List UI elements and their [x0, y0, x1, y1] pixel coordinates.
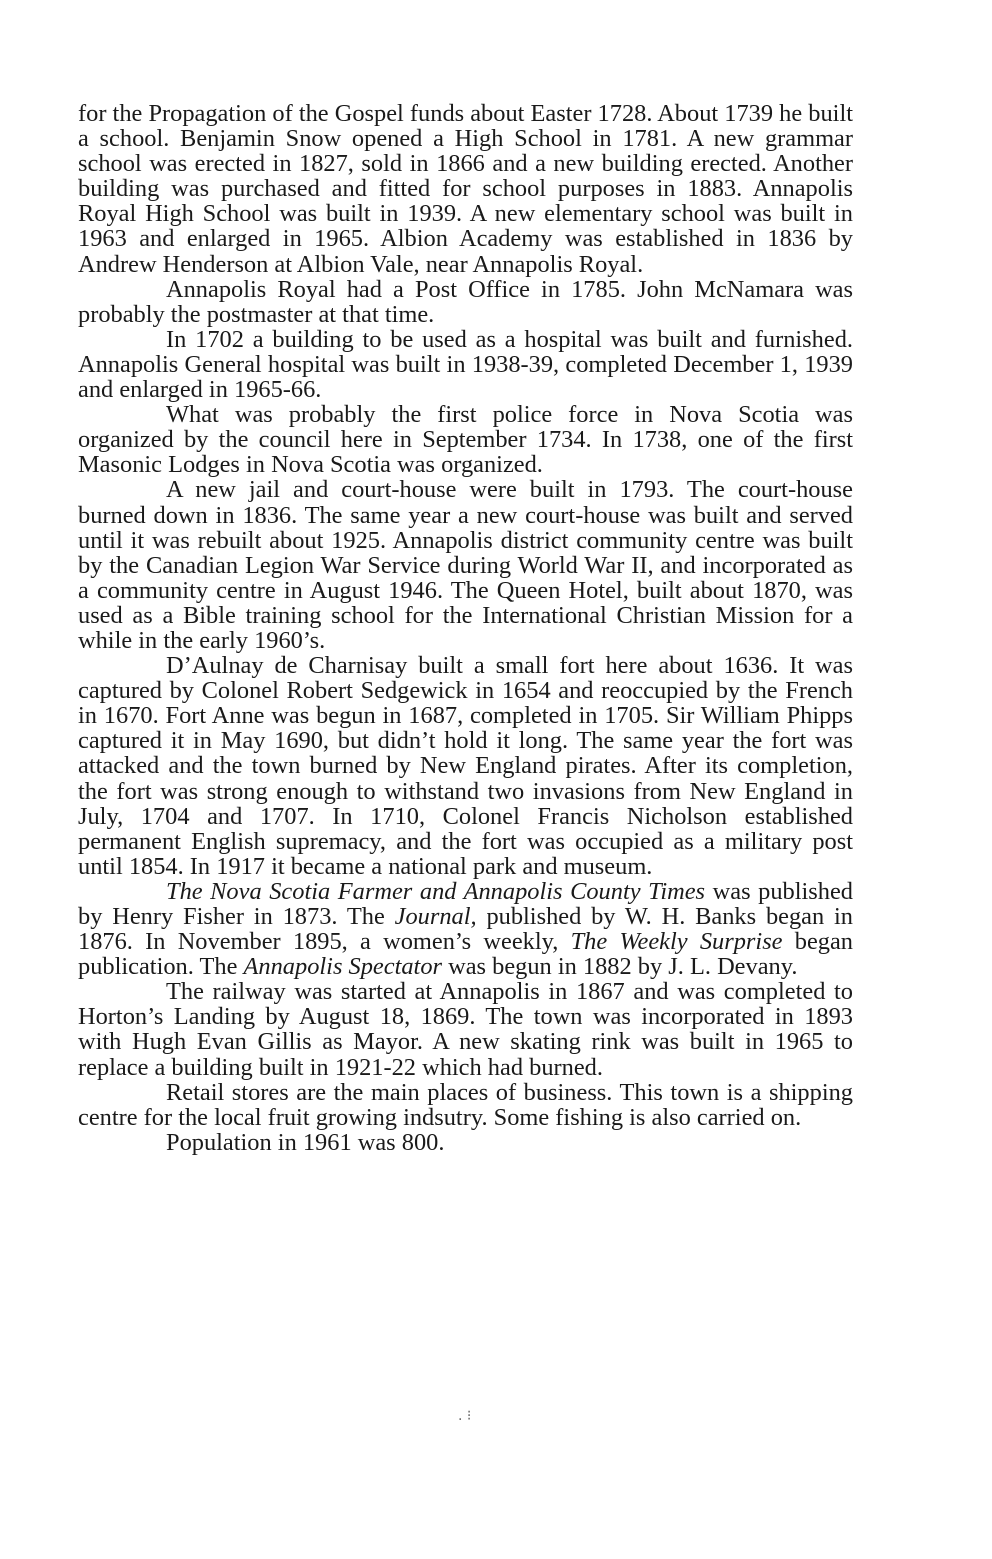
paragraph-schools — [78, 101, 853, 277]
paragraph-newspapers — [78, 879, 853, 979]
text-run: A new jail and court-house were built in 1793. The court-house burned down in 1836. The same year a new court-house was built and served until it was rebuilt about 1925. Annapolis district community centre was built by the Canadian Legion War Service during World War II, and incorporated as a community centre in August 1946. The Queen Hotel, built about 1870, was used as a Bible training school for the International Christian Mission for a while in the early 1960’s. — [78, 476, 853, 654]
text-run: was published by Henry Fisher in 1873. The — [78, 877, 853, 930]
text-run: began publication. The — [78, 928, 854, 981]
italic-title: Journal, — [394, 903, 477, 930]
text-run: for the Propagation of the Gospel funds about Easter 1728. About 1739 he built a school. Benjamin Snow opened a High School in 1781. A new grammar school was erected in 1827, sold in 1866 and a new building erected. Another building was purchased and fitted for school purposes in 1883. Annapolis Royal High School was built in 1939. A new elementary school was built in 1963 and enlarged in 1965. Albion Academy was established in 1836 by Andrew Henderson at Albion Vale, near Annapolis Royal. — [78, 100, 853, 278]
paragraph-population — [78, 1130, 853, 1155]
scan-speck: . ⁝ — [458, 1408, 472, 1424]
text-run: Retail stores are the main places of business. This town is a shipping centre for the local fruit growing indsutry. Some fishing is also carried on. — [78, 1078, 853, 1131]
text-run: was begun in 1882 by J. L. Devany. — [442, 953, 798, 981]
text-run: In 1702 a building to be used as a hospital was built and furnished. Annapolis General hospital was built in 1938-39, completed December 1, 1939 and enlarged in 1965-66. — [78, 325, 853, 404]
text-run: Annapolis Royal had a Post Office in 1785. John McNamara was probably the postmaster at that time. — [78, 275, 853, 328]
document-page — [78, 101, 853, 1155]
text-run: D’Aulnay de Charnisay built a small fort here about 1636. It was captured by Colonel Robert Sedgewick in 1654 and reoccupied by the French in 1670. Fort Anne was begun in 1687, completed in 1705. Sir William Phipps captured it in May 1690, but didn’t hold it long. The same year the fort was attacked and the town burned by New England pirates. After its completion, the fort was strong enough to withstand two invasions from New England in July, 1704 and 1707. In 1710, Colonel Francis Nicholson established permanent English supremacy, and the fort was occupied as a military post until 1854. In 1917 it became a national park and museum. — [78, 652, 853, 880]
paragraph-railway — [78, 979, 853, 1079]
paragraph-business — [78, 1080, 853, 1130]
text-run: What was probably the first police force in Nova Scotia was organized by the council here in September 1734. In 1738, one of the first Masonic Lodges in Nova Scotia was organized. — [78, 401, 853, 479]
text-run: published by W. H. Banks began in 1876. In November 1895, a women’s weekly, — [78, 903, 853, 956]
paragraph-post-office — [78, 277, 853, 327]
paragraph-court-house — [78, 477, 853, 653]
text-run: Population in 1961 was 800. — [166, 1128, 445, 1156]
paragraph-police — [78, 402, 853, 477]
italic-title: The Nova Scotia Farmer and Annapolis County Times — [166, 877, 706, 905]
text-run: The railway was started at Annapolis in 1867 and was completed to Horton’s Landing by August 18, 1869. The town was incorporated in 1893 with Hugh Evan Gillis as Mayor. A new skating rink was built in 1965 to replace a building built in 1921-22 which had burned. — [78, 978, 853, 1081]
italic-title: Annapolis Spectator — [243, 953, 443, 981]
paragraph-hospital — [78, 327, 853, 402]
italic-title: The Weekly Surprise — [570, 928, 783, 956]
paragraph-fort — [78, 653, 853, 879]
